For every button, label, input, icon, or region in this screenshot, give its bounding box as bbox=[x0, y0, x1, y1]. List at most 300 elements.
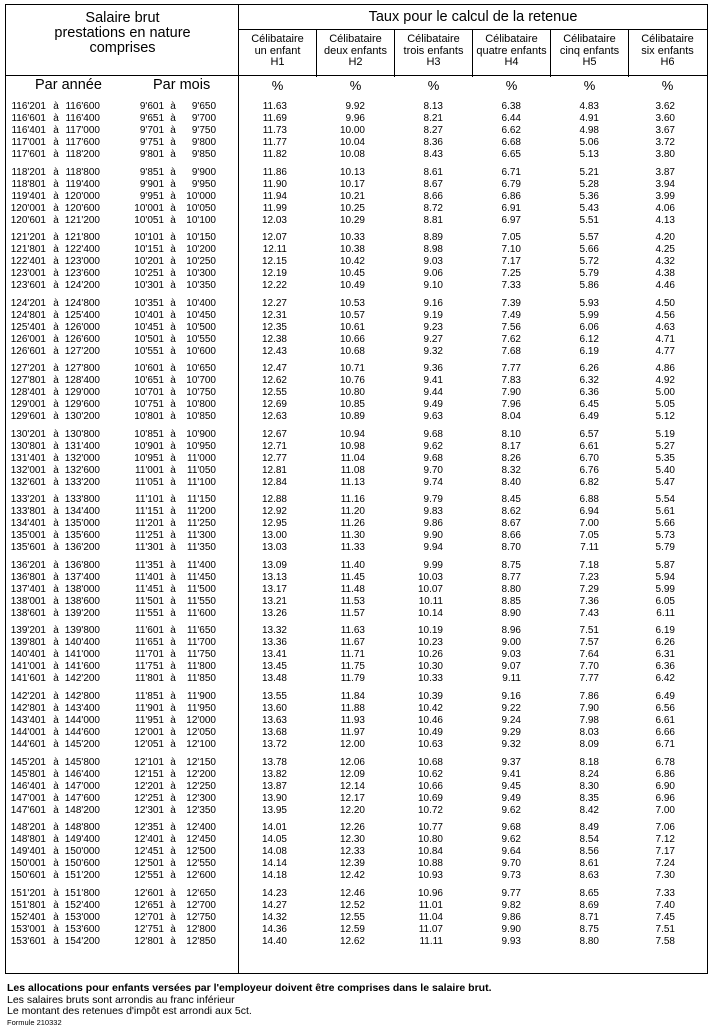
rate-h2: 11.93 bbox=[340, 714, 365, 726]
year-from: 151'801 bbox=[10, 899, 46, 911]
rate-h2: 10.38 bbox=[339, 244, 365, 256]
range-separator: à bbox=[53, 125, 59, 136]
month-from: 12'801 bbox=[134, 935, 164, 947]
year-from: 151'201 bbox=[10, 887, 46, 899]
year-to: 133'200 bbox=[64, 476, 100, 488]
rate-h4: 8.04 bbox=[501, 411, 521, 423]
rate-h3: 8.21 bbox=[423, 113, 443, 124]
rate-h4: 9.41 bbox=[501, 768, 521, 780]
rate-h4: 9.93 bbox=[501, 935, 521, 947]
rate-h1: 13.90 bbox=[261, 792, 287, 804]
rate-h2: 12.42 bbox=[339, 870, 365, 882]
rate-h4: 7.56 bbox=[501, 321, 521, 333]
rate-h2: 10.80 bbox=[339, 387, 365, 399]
year-from: 130'801 bbox=[10, 440, 46, 452]
range-separator: à bbox=[53, 411, 59, 423]
year-to: 138'600 bbox=[64, 595, 100, 607]
range-separator: à bbox=[53, 768, 59, 780]
month-from: 12'601 bbox=[134, 887, 164, 899]
rate-h3: 8.13 bbox=[423, 101, 443, 112]
rate-h3: 8.27 bbox=[423, 125, 443, 136]
year-from: 146'401 bbox=[10, 780, 46, 792]
month-from: 10'351 bbox=[134, 297, 164, 309]
rate-h3: 9.41 bbox=[423, 375, 443, 387]
range-separator: à bbox=[53, 321, 59, 333]
rate-h3: 9.74 bbox=[423, 476, 443, 488]
rate-h4: 7.96 bbox=[501, 399, 521, 411]
rate-h2: 11.45 bbox=[340, 571, 365, 583]
percent-label: % bbox=[505, 78, 518, 93]
year-from: 124'801 bbox=[10, 309, 46, 321]
rate-h4: 9.73 bbox=[501, 870, 521, 882]
table-row bbox=[6, 375, 707, 387]
year-from: 134'401 bbox=[10, 518, 46, 530]
range-separator: à bbox=[53, 911, 59, 923]
rate-h3: 10.84 bbox=[417, 846, 443, 858]
table-row bbox=[6, 113, 707, 125]
table-row bbox=[6, 924, 707, 936]
rate-h1: 13.95 bbox=[261, 804, 287, 816]
rate-h1: 14.05 bbox=[261, 834, 287, 846]
year-from: 135'001 bbox=[10, 530, 46, 542]
rate-h6: 5.00 bbox=[655, 387, 675, 399]
month-from: 12'351 bbox=[134, 822, 164, 834]
rate-h5: 6.88 bbox=[579, 494, 599, 506]
range-separator: à bbox=[170, 542, 176, 554]
table-row bbox=[6, 298, 707, 310]
month-to: 9'800 bbox=[191, 137, 216, 148]
rate-h4: 7.17 bbox=[501, 256, 521, 268]
range-separator: à bbox=[53, 518, 59, 530]
month-to: 11'750 bbox=[187, 649, 216, 661]
year-to: 123'000 bbox=[64, 256, 100, 268]
year-from: 125'401 bbox=[10, 321, 46, 333]
rate-h6: 4.06 bbox=[655, 202, 675, 214]
year-to: 124'800 bbox=[64, 297, 100, 309]
range-separator: à bbox=[170, 476, 176, 488]
month-to: 10'550 bbox=[186, 333, 216, 345]
range-separator: à bbox=[170, 166, 176, 178]
rate-h6: 7.30 bbox=[655, 870, 675, 882]
rate-h6: 5.19 bbox=[655, 428, 675, 440]
rate-h6: 5.87 bbox=[655, 559, 675, 571]
rate-h5: 8.35 bbox=[579, 792, 599, 804]
range-separator: à bbox=[53, 846, 59, 858]
month-to: 12'500 bbox=[186, 846, 216, 858]
footnotes bbox=[7, 983, 492, 1027]
rate-h2: 12.62 bbox=[339, 935, 365, 947]
table-row bbox=[6, 673, 707, 685]
rate-h4: 7.25 bbox=[501, 268, 521, 280]
range-separator: à bbox=[170, 899, 176, 911]
range-separator: à bbox=[53, 363, 59, 375]
table-row bbox=[6, 637, 707, 649]
month-from: 12'151 bbox=[134, 768, 164, 780]
rate-h4: 7.90 bbox=[501, 387, 521, 399]
year-to: 145'800 bbox=[64, 756, 100, 768]
year-to: 151'200 bbox=[64, 870, 100, 882]
column-header-code: H1 bbox=[270, 56, 285, 68]
rate-h4: 9.82 bbox=[501, 899, 521, 911]
rate-h1: 14.36 bbox=[261, 923, 287, 935]
rate-h2: 12.06 bbox=[339, 756, 365, 768]
rate-h5: 5.36 bbox=[579, 190, 599, 202]
rate-h3: 10.14 bbox=[417, 607, 443, 619]
rate-h5: 8.09 bbox=[579, 738, 599, 750]
rate-h6: 5.35 bbox=[655, 452, 675, 464]
year-to: 144'000 bbox=[64, 714, 100, 726]
month-to: 12'850 bbox=[186, 935, 216, 947]
table-row bbox=[6, 125, 707, 137]
range-separator: à bbox=[53, 297, 59, 309]
month-to: 10'400 bbox=[186, 297, 216, 309]
month-from: 11'601 bbox=[135, 625, 164, 637]
rate-h6: 5.40 bbox=[655, 464, 675, 476]
rate-h2: 10.71 bbox=[339, 363, 365, 375]
rate-h3: 11.04 bbox=[418, 911, 443, 923]
rate-h2: 11.08 bbox=[340, 464, 365, 476]
rate-h5: 8.24 bbox=[579, 768, 599, 780]
month-from: 9'651 bbox=[139, 113, 164, 124]
year-to: 126'000 bbox=[64, 321, 100, 333]
rate-h5: 5.72 bbox=[579, 256, 599, 268]
rate-h1: 12.63 bbox=[261, 411, 287, 423]
table-row bbox=[6, 858, 707, 870]
rate-h4: 6.86 bbox=[501, 190, 521, 202]
month-from: 10'001 bbox=[134, 202, 164, 214]
year-from: 139'201 bbox=[10, 625, 46, 637]
rate-h6: 6.05 bbox=[655, 595, 675, 607]
rate-h3: 8.36 bbox=[423, 137, 443, 148]
note-rounding-tax: Le montant des retenues d'impôt est arrondi aux 5ct. bbox=[7, 1005, 252, 1017]
rate-h4: 9.22 bbox=[501, 702, 521, 714]
range-separator: à bbox=[53, 571, 59, 583]
month-to: 10'300 bbox=[186, 268, 216, 280]
year-from: 128'401 bbox=[10, 387, 46, 399]
column-header-line1: Célibataire bbox=[485, 33, 538, 45]
range-separator: à bbox=[53, 702, 59, 714]
rate-h3: 9.10 bbox=[423, 280, 443, 292]
rate-h5: 7.23 bbox=[579, 571, 599, 583]
year-to: 150'600 bbox=[64, 858, 100, 870]
year-from: 126'001 bbox=[10, 333, 46, 345]
range-separator: à bbox=[53, 399, 59, 411]
rate-h2: 9.96 bbox=[345, 113, 365, 124]
range-separator: à bbox=[53, 268, 59, 280]
year-from: 142'201 bbox=[10, 690, 46, 702]
rate-h3: 9.49 bbox=[423, 399, 443, 411]
year-to: 117'600 bbox=[65, 137, 100, 148]
range-separator: à bbox=[53, 595, 59, 607]
column-header-line2: trois enfants bbox=[403, 44, 464, 57]
year-from: 120'601 bbox=[10, 214, 46, 226]
rate-h5: 7.43 bbox=[579, 607, 599, 619]
month-from: 11'301 bbox=[135, 542, 164, 554]
range-separator: à bbox=[53, 244, 59, 256]
month-to: 10'350 bbox=[186, 280, 216, 292]
month-from: 10'251 bbox=[134, 268, 164, 280]
rate-h1: 13.78 bbox=[261, 756, 287, 768]
month-from: 10'551 bbox=[134, 345, 164, 357]
range-separator: à bbox=[53, 625, 59, 637]
rate-h3: 9.19 bbox=[423, 309, 443, 321]
year-to: 154'200 bbox=[64, 935, 100, 947]
year-to: 127'800 bbox=[64, 363, 100, 375]
month-from: 11'251 bbox=[135, 530, 164, 542]
rate-h4: 6.38 bbox=[501, 101, 521, 112]
year-to: 127'200 bbox=[64, 345, 100, 357]
rate-h5: 4.98 bbox=[579, 125, 599, 136]
range-separator: à bbox=[170, 280, 176, 292]
year-from: 123'001 bbox=[10, 268, 46, 280]
rate-h2: 12.30 bbox=[339, 834, 365, 846]
rate-h2: 10.98 bbox=[339, 440, 365, 452]
table-row bbox=[6, 625, 707, 637]
range-separator: à bbox=[170, 452, 176, 464]
range-separator: à bbox=[53, 375, 59, 387]
rate-h6: 5.66 bbox=[655, 518, 675, 530]
table-row bbox=[6, 268, 707, 280]
table-row bbox=[6, 310, 707, 322]
rate-h3: 11.01 bbox=[418, 899, 443, 911]
table-row bbox=[6, 572, 707, 584]
month-to: 9'750 bbox=[191, 125, 216, 136]
rate-h4: 7.62 bbox=[501, 333, 521, 345]
rate-h3: 9.16 bbox=[423, 297, 443, 309]
rate-h5: 7.57 bbox=[579, 637, 599, 649]
table-row bbox=[6, 727, 707, 739]
month-from: 9'601 bbox=[139, 101, 164, 112]
rate-h6: 6.86 bbox=[655, 768, 675, 780]
rate-h2: 10.17 bbox=[339, 178, 365, 190]
rate-h5: 8.61 bbox=[579, 858, 599, 870]
month-from: 11'651 bbox=[135, 637, 164, 649]
year-from: 148'801 bbox=[10, 834, 46, 846]
rate-h6: 7.45 bbox=[655, 911, 675, 923]
year-from: 118'801 bbox=[11, 178, 46, 190]
month-to: 12'400 bbox=[186, 822, 216, 834]
month-from: 11'051 bbox=[135, 476, 164, 488]
rate-h1: 11.73 bbox=[262, 125, 287, 136]
rate-h1: 12.47 bbox=[261, 363, 287, 375]
rate-h2: 10.68 bbox=[339, 345, 365, 357]
month-to: 10'450 bbox=[186, 309, 216, 321]
month-from: 11'551 bbox=[135, 607, 164, 619]
month-from: 12'551 bbox=[134, 870, 164, 882]
rate-h2: 10.94 bbox=[339, 428, 365, 440]
rate-h5: 7.51 bbox=[579, 625, 599, 637]
month-to: 11'450 bbox=[187, 571, 216, 583]
rate-h6: 4.20 bbox=[655, 232, 675, 244]
rate-h4: 8.77 bbox=[501, 571, 521, 583]
rate-h3: 9.23 bbox=[423, 321, 443, 333]
column-header-line2: six enfants bbox=[641, 44, 694, 57]
range-separator: à bbox=[170, 571, 176, 583]
rate-h5: 6.36 bbox=[579, 387, 599, 399]
month-to: 10'700 bbox=[186, 375, 216, 387]
rate-h5: 7.18 bbox=[579, 559, 599, 571]
rate-h3: 9.68 bbox=[423, 452, 443, 464]
month-to: 9'650 bbox=[191, 101, 216, 112]
range-separator: à bbox=[53, 149, 59, 160]
rate-h6: 7.58 bbox=[655, 935, 675, 947]
rate-h2: 12.59 bbox=[339, 923, 365, 935]
month-to: 11'250 bbox=[187, 518, 216, 530]
range-separator: à bbox=[53, 190, 59, 202]
year-to: 119'400 bbox=[65, 178, 100, 190]
month-from: 9'851 bbox=[139, 166, 164, 178]
month-to: 12'600 bbox=[186, 870, 216, 882]
range-separator: à bbox=[170, 518, 176, 530]
year-to: 142'200 bbox=[64, 673, 100, 685]
rate-h5: 6.49 bbox=[579, 411, 599, 423]
rate-h4: 9.86 bbox=[501, 911, 521, 923]
rate-h3: 9.70 bbox=[423, 464, 443, 476]
table-row bbox=[6, 834, 707, 846]
month-from: 10'401 bbox=[134, 309, 164, 321]
rate-h2: 12.26 bbox=[339, 822, 365, 834]
year-from: 138'601 bbox=[10, 607, 46, 619]
year-from: 121'801 bbox=[10, 244, 46, 256]
salary-title-line1: Salaire brut bbox=[85, 10, 160, 26]
range-separator: à bbox=[170, 506, 176, 518]
year-from: 124'201 bbox=[10, 297, 46, 309]
month-to: 12'150 bbox=[186, 756, 216, 768]
year-to: 142'800 bbox=[64, 690, 100, 702]
month-to: 12'450 bbox=[186, 834, 216, 846]
rate-h1: 13.41 bbox=[261, 649, 287, 661]
table-row bbox=[6, 769, 707, 781]
range-separator: à bbox=[53, 923, 59, 935]
range-separator: à bbox=[53, 649, 59, 661]
rate-h4: 7.33 bbox=[501, 280, 521, 292]
range-separator: à bbox=[53, 178, 59, 190]
month-from: 10'101 bbox=[134, 232, 164, 244]
rate-h2: 11.30 bbox=[340, 530, 365, 542]
year-from: 133'801 bbox=[10, 506, 46, 518]
rate-h6: 4.71 bbox=[655, 333, 675, 345]
month-to: 11'300 bbox=[187, 530, 216, 542]
month-to: 11'650 bbox=[187, 625, 216, 637]
rate-h5: 5.51 bbox=[579, 214, 599, 226]
rates-title: Taux pour le calcul de la retenue bbox=[368, 9, 578, 25]
range-separator: à bbox=[170, 387, 176, 399]
rate-h6: 4.50 bbox=[655, 297, 675, 309]
month-to: 10'500 bbox=[186, 321, 216, 333]
range-separator: à bbox=[170, 625, 176, 637]
month-to: 12'550 bbox=[186, 858, 216, 870]
year-from: 144'601 bbox=[10, 738, 46, 750]
range-separator: à bbox=[170, 137, 176, 148]
month-to: 10'100 bbox=[186, 214, 216, 226]
range-separator: à bbox=[53, 714, 59, 726]
year-from: 138'001 bbox=[10, 595, 46, 607]
year-from: 150'601 bbox=[10, 870, 46, 882]
year-to: 136'800 bbox=[64, 559, 100, 571]
rate-h6: 4.13 bbox=[655, 214, 675, 226]
range-separator: à bbox=[170, 780, 176, 792]
month-to: 10'900 bbox=[186, 428, 216, 440]
range-separator: à bbox=[53, 559, 59, 571]
table-row bbox=[6, 215, 707, 227]
rate-h1: 11.90 bbox=[262, 178, 287, 190]
rate-h4: 8.80 bbox=[501, 583, 521, 595]
rate-h6: 4.38 bbox=[655, 268, 675, 280]
year-from: 121'201 bbox=[10, 232, 46, 244]
rate-h5: 6.61 bbox=[579, 440, 599, 452]
range-separator: à bbox=[53, 792, 59, 804]
range-separator: à bbox=[53, 899, 59, 911]
column-header-line1: Célibataire bbox=[407, 33, 460, 45]
range-separator: à bbox=[170, 756, 176, 768]
rate-h1: 13.26 bbox=[261, 607, 287, 619]
rate-h2: 11.53 bbox=[340, 595, 365, 607]
month-to: 10'750 bbox=[186, 387, 216, 399]
rate-h1: 14.14 bbox=[261, 858, 287, 870]
rate-h6: 5.79 bbox=[655, 542, 675, 554]
rate-h2: 12.46 bbox=[339, 887, 365, 899]
month-to: 11'050 bbox=[187, 464, 216, 476]
rate-h6: 7.00 bbox=[655, 804, 675, 816]
range-separator: à bbox=[170, 714, 176, 726]
rate-h4: 8.70 bbox=[501, 542, 521, 554]
rate-h3: 10.62 bbox=[417, 768, 443, 780]
range-separator: à bbox=[170, 804, 176, 816]
month-to: 10'150 bbox=[186, 232, 216, 244]
rate-h1: 12.62 bbox=[261, 375, 287, 387]
rate-h1: 12.31 bbox=[261, 309, 287, 321]
rate-h3: 9.63 bbox=[423, 411, 443, 423]
rate-h5: 6.70 bbox=[579, 452, 599, 464]
range-separator: à bbox=[170, 911, 176, 923]
year-from: 118'201 bbox=[11, 166, 46, 178]
rate-h4: 9.32 bbox=[501, 738, 521, 750]
rate-h6: 3.99 bbox=[655, 190, 675, 202]
year-to: 137'400 bbox=[64, 571, 100, 583]
month-from: 11'751 bbox=[135, 661, 164, 673]
rate-h1: 14.01 bbox=[261, 822, 287, 834]
rate-h3: 10.19 bbox=[417, 625, 443, 637]
range-separator: à bbox=[170, 309, 176, 321]
range-separator: à bbox=[53, 309, 59, 321]
month-to: 12'800 bbox=[186, 923, 216, 935]
month-to: 12'100 bbox=[186, 738, 216, 750]
table-row bbox=[6, 596, 707, 608]
rate-h4: 9.24 bbox=[501, 714, 521, 726]
year-from: 116'601 bbox=[11, 113, 46, 124]
range-separator: à bbox=[53, 166, 59, 178]
rate-h5: 6.12 bbox=[579, 333, 599, 345]
rate-h3: 8.98 bbox=[423, 244, 443, 256]
year-from: 117'001 bbox=[11, 137, 46, 148]
rate-h6: 5.12 bbox=[655, 411, 675, 423]
rate-h2: 10.49 bbox=[339, 280, 365, 292]
year-from: 120'001 bbox=[10, 202, 46, 214]
rate-h2: 10.57 bbox=[339, 309, 365, 321]
rate-h5: 7.36 bbox=[579, 595, 599, 607]
rate-h1: 12.22 bbox=[261, 280, 287, 292]
month-from: 9'701 bbox=[139, 125, 164, 136]
year-to: 116'600 bbox=[65, 101, 100, 112]
rate-h6: 3.87 bbox=[655, 166, 675, 178]
rate-h3: 10.77 bbox=[417, 822, 443, 834]
month-from: 12'251 bbox=[134, 792, 164, 804]
range-separator: à bbox=[53, 804, 59, 816]
month-to: 11'550 bbox=[187, 595, 216, 607]
year-to: 152'400 bbox=[64, 899, 100, 911]
rate-h2: 10.89 bbox=[339, 411, 365, 423]
range-separator: à bbox=[170, 887, 176, 899]
